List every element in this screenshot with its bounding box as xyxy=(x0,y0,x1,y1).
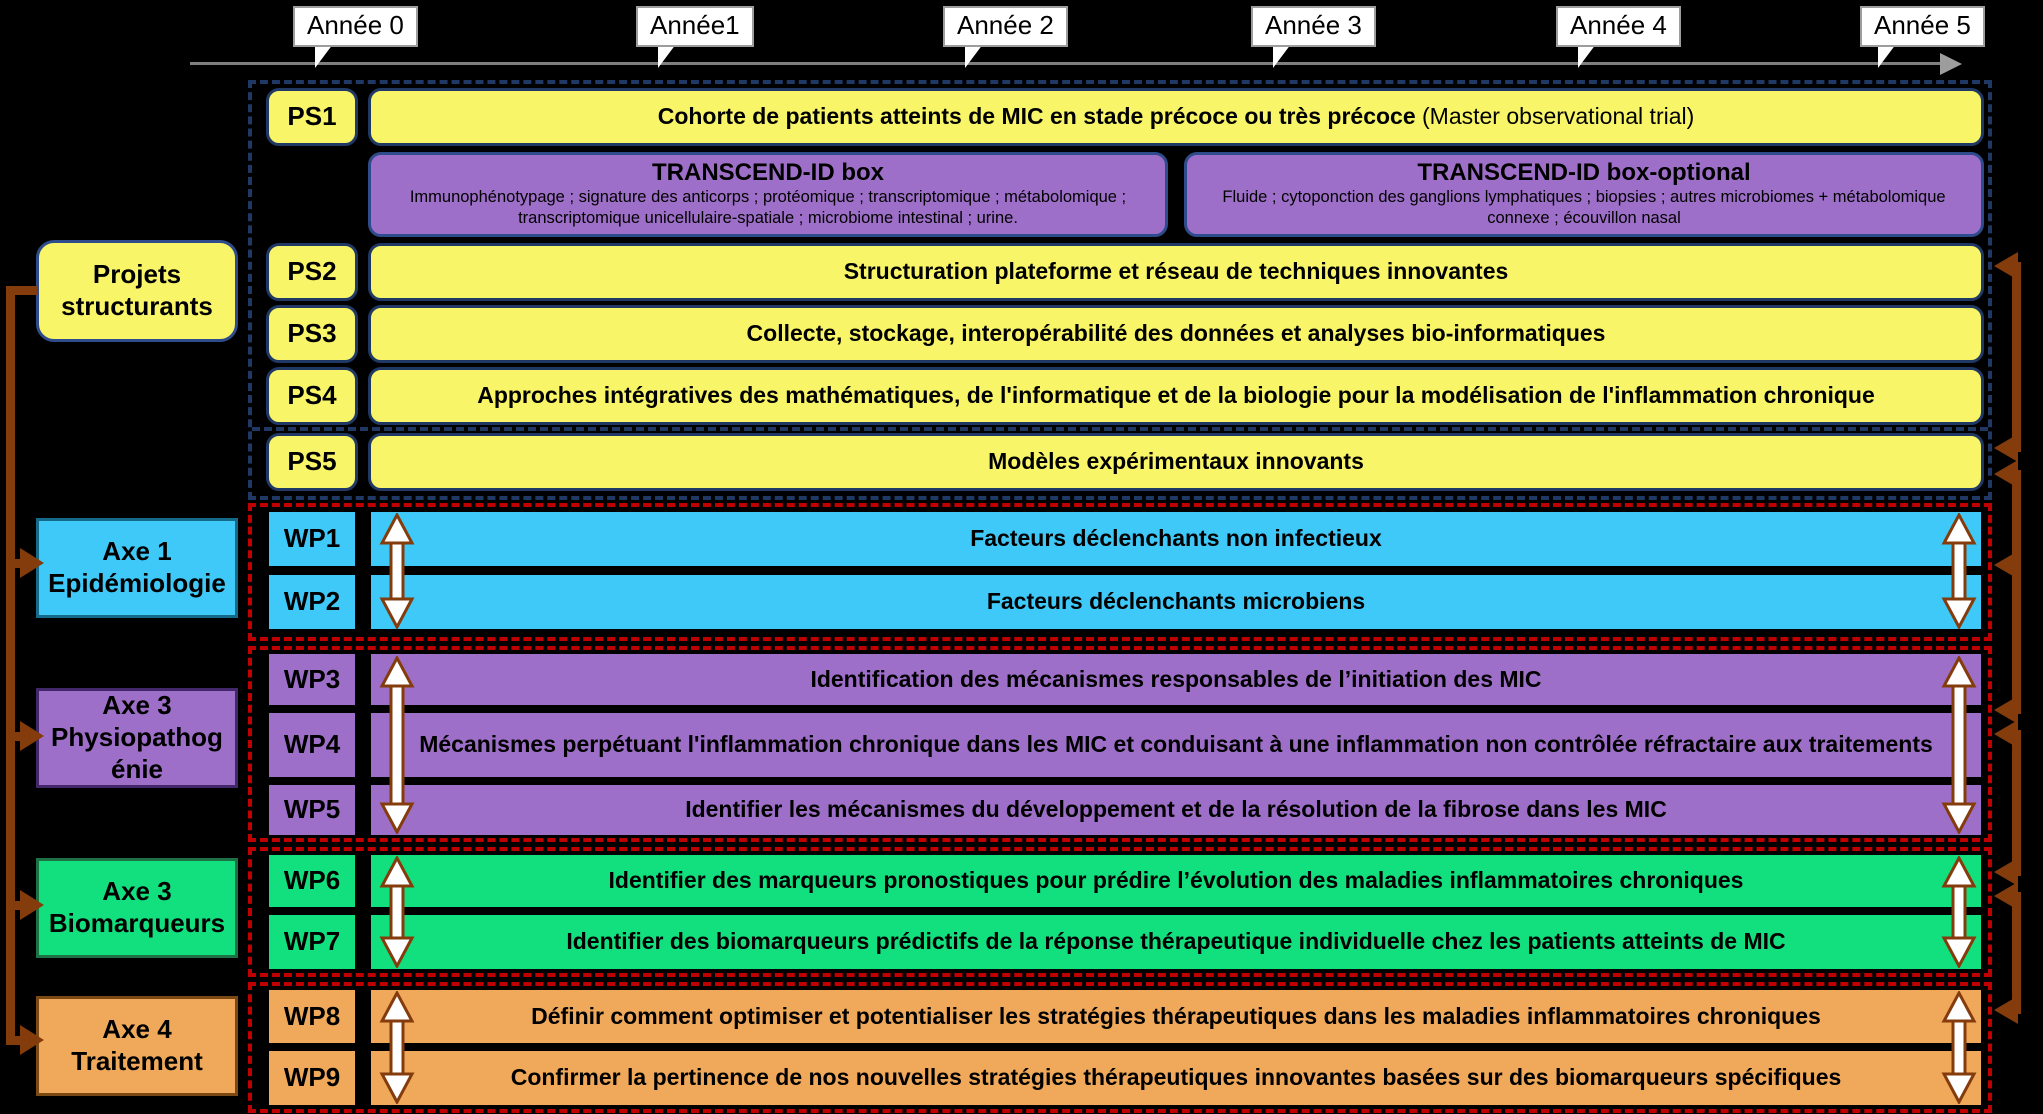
row-wp5-tag: WP5 xyxy=(266,782,358,838)
sidebar-label-axe1-epidemiologie xyxy=(36,518,238,618)
connector-right-vertical-1 xyxy=(2012,266,2021,452)
row-ps1-title-bold: Cohorte de patients atteints de MIC en stade précoce ou très précoce xyxy=(657,103,1416,130)
row-wp9-tag: WP9 xyxy=(266,1048,358,1108)
timeline-callout-tail xyxy=(658,44,676,68)
timeline-callout-tail xyxy=(965,44,983,68)
sidebar-axe1-line1: Axe 1 xyxy=(102,536,172,567)
row-ps1-bar xyxy=(368,88,1984,146)
row-wp9-bar: Confirmer la pertinence de nos nouvelles stratégies thérapeutiques innovantes basées sur des biomarqueurs spécifiques xyxy=(368,1048,1984,1108)
row-ps4-bar: Approches intégratives des mathématiques, de l'informatique et de la biologie pour la modélisation de l'inflammation chronique xyxy=(368,367,1984,425)
timeline-label-annee-0: Année 0 xyxy=(293,6,418,47)
group-divider-ps4-ps5 xyxy=(252,427,1988,431)
timeline-label-annee-2: Année 2 xyxy=(943,6,1068,47)
timeline-arrow-icon xyxy=(1940,53,1962,75)
connector-arrow-axe1-icon xyxy=(20,548,44,578)
row-ps1-title-normal: (Master observational trial) xyxy=(1415,103,1695,130)
sidebar-axe3b-line2: Biomarqueurs xyxy=(48,908,226,938)
connector-left-vertical xyxy=(6,286,15,1045)
row-wp1-tag: WP1 xyxy=(266,509,358,569)
row-wp7-tag: WP7 xyxy=(266,912,358,972)
connector-arrow-axe3b-icon xyxy=(20,890,44,920)
sidebar-label-axe3-biomarqueurs xyxy=(36,858,238,958)
timeline-callout-tail xyxy=(1578,44,1596,68)
row-ps3-tag: PS3 xyxy=(266,305,358,363)
double-arrow-icon xyxy=(1938,656,1980,834)
row-wp2-bar: Facteurs déclenchants microbiens xyxy=(368,572,1984,632)
connector-right-vertical-2 xyxy=(2012,470,2021,714)
row-ps5-tag: PS5 xyxy=(266,433,358,491)
sidebar-projets-line1: Projets xyxy=(92,259,182,290)
sidebar-label-axe3-physiopathogenie xyxy=(36,688,238,788)
sidebar-axe3b-line1: Axe 3 xyxy=(102,876,172,907)
row-ps1-title xyxy=(658,104,1695,130)
connector-arrow-axe3p-b-icon xyxy=(1994,720,2018,748)
timeline-callout-tail xyxy=(1878,44,1896,68)
row-wp6-bar: Identifier des marqueurs pronostiques pour prédire l’évolution des maladies inflammatoires chroniques xyxy=(368,852,1984,910)
connector-left-stub-projets xyxy=(6,286,38,295)
double-arrow-icon xyxy=(1938,856,1980,968)
sidebar-axe4-line1: Axe 4 xyxy=(102,1014,172,1045)
sidebar-axe3p-line1: Axe 3 xyxy=(102,690,172,721)
timeline-label-annee-3: Année 3 xyxy=(1251,6,1376,47)
timeline-axis xyxy=(190,62,1942,65)
connector-arrow-axe3b-b-icon xyxy=(1994,882,2018,910)
sidebar-label-projets-structurants xyxy=(36,240,238,342)
sidebar-axe3p-line2: Physiopathogénie xyxy=(51,722,223,784)
row-wp5-bar: Identifier les mécanismes du développement et de la résolution de la fibrose dans les MIC xyxy=(368,782,1984,838)
timeline-callout-tail xyxy=(1273,44,1291,68)
double-arrow-icon xyxy=(1938,513,1980,629)
connector-arrow-ps5-a-icon xyxy=(1994,434,2018,462)
transcend-id-box-optional-body: Fluide ; cytoponction des ganglions lymphatiques ; biopsies ; autres microbiomes + métabolomique connexe ; écouvillon nasal xyxy=(1222,188,1946,227)
connector-right-stub xyxy=(2014,262,2021,271)
double-arrow-icon xyxy=(376,656,418,834)
connector-arrow-axe3p-icon xyxy=(20,721,44,751)
row-wp6-tag: WP6 xyxy=(266,852,358,910)
row-wp1-bar: Facteurs déclenchants non infectieux xyxy=(368,509,1984,569)
connector-arrow-axe1-right-icon xyxy=(1994,551,2018,579)
row-ps4-tag: PS4 xyxy=(266,367,358,425)
connector-arrow-axe4-right-icon xyxy=(1994,996,2018,1024)
double-arrow-icon xyxy=(376,991,418,1104)
row-wp4-bar: Mécanismes perpétuant l'inflammation chronique dans les MIC et conduisant à une inflammation non contrôlée réfractaire aux traitements xyxy=(368,710,1984,780)
timeline-callout-tail xyxy=(315,44,333,68)
row-ps3-bar: Collecte, stockage, interopérabilité des données et analyses bio-informatiques xyxy=(368,305,1984,363)
transcend-id-box-body: Immunophénotypage ; signature des anticorps ; protéomique ; transcriptomique ; métabolomique ; transcriptomique unicellulaire-spatiale ; microbiome intestinal ; urine. xyxy=(409,188,1127,227)
timeline-label-annee-4: Année 4 xyxy=(1556,6,1681,47)
transcend-id-box-title: TRANSCEND-ID box xyxy=(652,159,884,187)
sidebar-axe4-line2: Traitement xyxy=(71,1046,203,1076)
double-arrow-icon xyxy=(376,513,418,629)
row-wp4-tag: WP4 xyxy=(266,710,358,780)
transcend-id-box-optional xyxy=(1184,152,1984,237)
connector-right-vertical-3 xyxy=(2012,730,2021,876)
row-ps2-bar: Structuration plateforme et réseau de techniques innovantes xyxy=(368,243,1984,301)
row-wp8-tag: WP8 xyxy=(266,987,358,1046)
row-wp7-bar: Identifier des biomarqueurs prédictifs de la réponse thérapeutique individuelle chez les patients atteints de MIC xyxy=(368,912,1984,972)
row-wp3-bar: Identification des mécanismes responsables de l’initiation des MIC xyxy=(368,651,1984,708)
sidebar-label-axe4-traitement xyxy=(36,996,238,1096)
transcend-id-box xyxy=(368,152,1168,237)
connector-arrow-axe4-icon xyxy=(20,1025,44,1055)
sidebar-projets-line2: structurants xyxy=(61,291,213,321)
transcend-id-box-optional-title: TRANSCEND-ID box-optional xyxy=(1417,159,1751,187)
row-ps1-tag: PS1 xyxy=(266,88,358,146)
timeline-label-annee-5: Année 5 xyxy=(1860,6,1985,47)
connector-arrow-ps5-b-icon xyxy=(1994,460,2018,488)
double-arrow-icon xyxy=(376,856,418,968)
row-wp2-tag: WP2 xyxy=(266,572,358,632)
sidebar-axe1-line2: Epidémiologie xyxy=(48,568,226,598)
row-wp8-bar: Définir comment optimiser et potentialiser les stratégies thérapeutiques dans les maladies inflammatoires chroniques xyxy=(368,987,1984,1046)
timeline-label-annee-1: Année1 xyxy=(636,6,754,47)
row-wp3-tag: WP3 xyxy=(266,651,358,708)
row-ps2-tag: PS2 xyxy=(266,243,358,301)
double-arrow-icon xyxy=(1938,991,1980,1104)
row-ps5-bar: Modèles expérimentaux innovants xyxy=(368,433,1984,491)
